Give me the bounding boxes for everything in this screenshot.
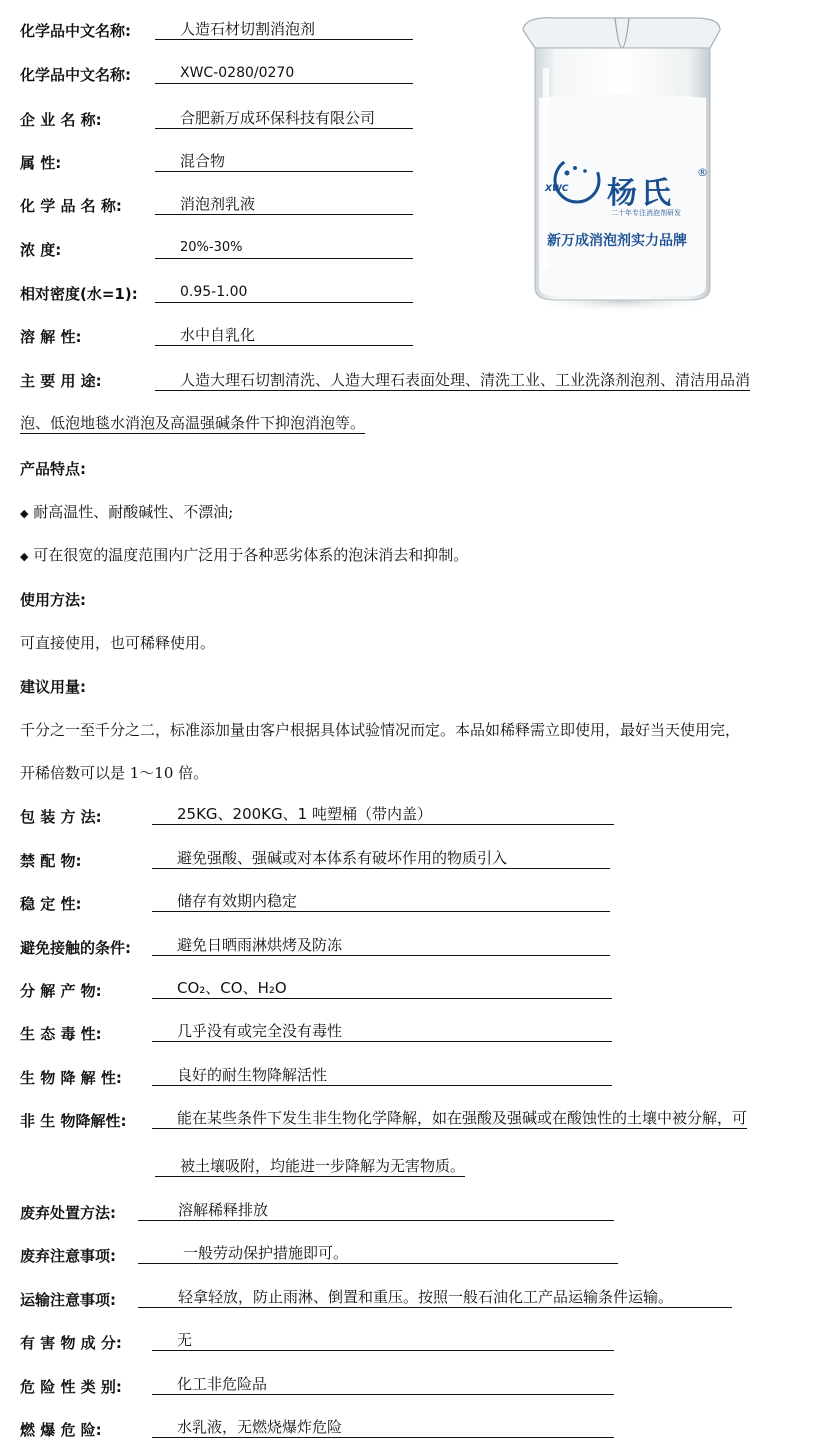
field-label: 废弃处置方法:: [20, 1204, 116, 1222]
field-value: 避免日晒雨淋烘烤及防冻: [152, 935, 610, 956]
field-value-line2: 被土壤吸附，均能进一步降解为无害物质。: [155, 1156, 465, 1177]
field-label: 分 解 产 物:: [20, 982, 102, 1000]
field-value: 合肥新万成环保科技有限公司: [155, 108, 413, 129]
field-value: 混合物: [155, 151, 413, 172]
feature-text: 可在很宽的温度范围内广泛用于各种恶劣体系的泡沫消去和抑制。: [33, 546, 469, 564]
usage-heading: 使用方法:: [20, 591, 86, 609]
field-label: 企 业 名 称:: [20, 111, 102, 129]
field-value: 化工非危险品: [152, 1374, 614, 1395]
field-value: 一般劳动保护措施即可。: [138, 1243, 618, 1264]
field-label: 非 生 物降解性:: [20, 1112, 127, 1130]
field-value: 良好的耐生物降解活性: [152, 1065, 612, 1086]
diamond-bullet-icon: ◆: [20, 507, 29, 520]
field-label: 化 学 品 名 称:: [20, 197, 122, 215]
field-value-line1: 能在某些条件下发生非生物化学降解，如在强酸及强碱或在酸蚀性的土壤中被分解，可: [152, 1108, 747, 1129]
field-value: 0.95-1.00: [155, 282, 413, 303]
field-value: 几乎没有或完全没有毒性: [152, 1021, 612, 1042]
field-value: 水乳液，无燃烧爆炸危险: [152, 1417, 614, 1438]
field-value: 避免强酸、强碱或对本体系有破坏作用的物质引入: [152, 848, 610, 869]
brand-name: 杨氏: [607, 176, 675, 211]
feature-text: 耐高温性、耐酸碱性、不漂油;: [33, 503, 234, 521]
field-value: XWC-0280/0270: [155, 63, 413, 84]
field-value-line2: 泡、低泡地毯水消泡及高温强碱条件下抑泡消泡等。: [20, 414, 366, 432]
field-value: 无: [152, 1330, 614, 1351]
field-label: 危 险 性 类 别:: [20, 1378, 122, 1396]
field-label: 生 物 降 解 性:: [20, 1069, 122, 1087]
feature-item: [20, 502, 233, 524]
field-value: 水中自乳化: [155, 325, 413, 346]
field-label: 避免接触的条件:: [20, 939, 131, 957]
field-label: 属 性:: [20, 154, 62, 172]
field-value: 20%-30%: [155, 238, 413, 259]
brand-slogan: 新万成消泡剂实力品牌: [547, 233, 687, 249]
field-label: 有 害 物 成 分:: [20, 1334, 122, 1352]
product-beaker-image: [515, 8, 730, 318]
registered-mark: ®: [697, 166, 708, 179]
field-label: 溶 解 性:: [20, 328, 82, 346]
field-label: 燃 爆 危 险:: [20, 1421, 102, 1439]
dosage-line2: 开稀倍数可以是 1～10 倍。: [20, 764, 209, 782]
dosage-line1: 千分之一至千分之二，标准添加量由客户根据具体试验情况而定。本品如稀释需立即使用，最好当天使用完，: [20, 721, 741, 739]
diamond-bullet-icon: ◆: [20, 550, 29, 563]
field-value: 人造石材切割消泡剂: [155, 19, 413, 40]
field-label: 浓 度:: [20, 241, 62, 259]
field-value: 消泡剂乳液: [155, 194, 413, 215]
field-value: 25KG、200KG、1 吨塑桶（带内盖）: [152, 804, 614, 825]
brand-logo-text: XWC: [545, 184, 569, 194]
beaker-icon: [515, 8, 730, 318]
field-label: 包 装 方 法:: [20, 808, 102, 826]
field-value: CO₂、CO、H₂O: [152, 978, 612, 999]
field-label: 化学品中文名称:: [20, 22, 131, 40]
dosage-heading: 建议用量:: [20, 678, 86, 696]
features-heading: 产品特点:: [20, 460, 86, 478]
field-label: 相对密度(水=1):: [20, 285, 138, 303]
field-value: 溶解稀释排放: [138, 1200, 614, 1221]
field-value: 轻拿轻放，防止雨淋、倒置和重压。按照一般石油化工产品运输条件运输。: [138, 1287, 732, 1308]
field-value: 储存有效期内稳定: [152, 891, 610, 912]
field-label: 稳 定 性:: [20, 895, 82, 913]
feature-item: [20, 545, 468, 567]
field-value-line1: 人造大理石切割清洗、人造大理石表面处理、清洗工业、工业洗涤剂泡剂、清洁用品消: [155, 370, 750, 391]
field-label: 化学品中文名称:: [20, 66, 131, 84]
field-label: 主 要 用 途:: [20, 372, 102, 390]
brand-tagline: 二十年专注消泡剂研发: [611, 209, 681, 217]
field-label: 废弃注意事项:: [20, 1247, 116, 1265]
field-label: 生 态 毒 性:: [20, 1025, 102, 1043]
field-label: 运输注意事项:: [20, 1291, 116, 1309]
usage-text: 可直接使用，也可稀释使用。: [20, 634, 216, 652]
field-label: 禁 配 物:: [20, 852, 82, 870]
